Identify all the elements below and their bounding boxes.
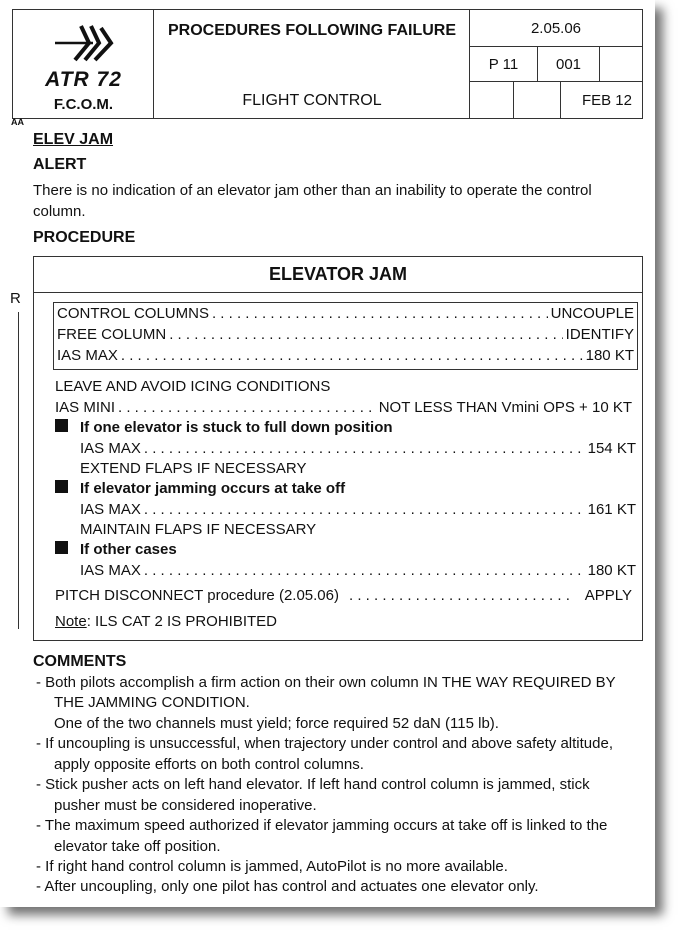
checklist-row bbox=[57, 305, 634, 322]
condition-text: If one elevator is stuck to full down position bbox=[80, 419, 393, 436]
checklist-action: APPLY bbox=[584, 587, 632, 604]
page-number: P 11 bbox=[470, 47, 538, 82]
note-label: Note bbox=[55, 613, 87, 630]
comment-line: apply opposite efforts on both control columns. bbox=[54, 756, 364, 773]
bullet-square-icon bbox=[55, 480, 68, 493]
checklist-row bbox=[80, 562, 636, 579]
procedure-title: ELEVATOR JAM bbox=[34, 257, 642, 293]
bullet-square-icon bbox=[55, 541, 68, 554]
checklist-row bbox=[57, 326, 634, 343]
logo-cell bbox=[13, 10, 154, 118]
checklist-item: IAS MINI bbox=[55, 399, 116, 416]
chapter-subtitle: FLIGHT CONTROL bbox=[242, 92, 382, 109]
comment-line: - The maximum speed authorized if elevator jamming occurs at take off is linked to the bbox=[36, 817, 608, 834]
header-empty-cell bbox=[514, 82, 561, 118]
comment-line: pusher must be considered inoperative. bbox=[54, 797, 317, 814]
section-title: ELEV JAM bbox=[33, 131, 114, 148]
fcom-label: F.C.O.M. bbox=[53, 96, 114, 113]
case-condition bbox=[55, 419, 393, 436]
procedure-box bbox=[33, 256, 643, 641]
header-empty-cell bbox=[470, 82, 514, 118]
checklist-row bbox=[80, 501, 636, 518]
memory-items-box bbox=[53, 302, 638, 370]
checklist-item: IAS MAX bbox=[80, 440, 141, 457]
checklist-row bbox=[55, 587, 632, 604]
checklist-item: IAS MAX bbox=[57, 347, 118, 364]
checklist-action: 180 KT bbox=[587, 562, 636, 579]
alert-text-line1: There is no indication of an elevator jam other than an inability to operate the control bbox=[33, 182, 592, 199]
checklist-action: 154 KT bbox=[587, 440, 636, 457]
note-text: : ILS CAT 2 IS PROHIBITED bbox=[86, 613, 278, 630]
procedure-note bbox=[55, 613, 277, 630]
checklist-item: FREE COLUMN bbox=[57, 326, 167, 343]
checklist-action: UNCOUPLE bbox=[550, 305, 634, 322]
checklist-action: IDENTIFY bbox=[565, 326, 634, 343]
alert-heading: ALERT bbox=[33, 156, 87, 173]
checklist-item: IAS MAX bbox=[80, 501, 141, 518]
checklist-action: NOT LESS THAN Vmini OPS + 10 KT bbox=[378, 399, 632, 416]
alert-text-line2: column. bbox=[33, 203, 86, 220]
comment-line: - After uncoupling, only one pilot has control and actuates one elevator only. bbox=[36, 878, 539, 895]
leave-icing-instruction bbox=[55, 378, 330, 395]
checklist-action: 161 KT bbox=[587, 501, 636, 518]
sequence-number: 001 bbox=[538, 47, 600, 82]
comment-line: - Stick pusher acts on left hand elevator. If left hand control column is jammed, stick bbox=[36, 776, 590, 793]
atr-arrows-logo-icon bbox=[53, 24, 117, 64]
checklist-row bbox=[80, 440, 636, 457]
checklist-item: IAS MAX bbox=[80, 562, 141, 579]
instruction-text: LEAVE AND AVOID ICING CONDITIONS bbox=[55, 378, 331, 395]
atr72-wordmark: ATR 72 bbox=[45, 68, 122, 91]
comment-line: THE JAMMING CONDITION. bbox=[54, 694, 250, 711]
checklist-action: 180 KT bbox=[585, 347, 634, 364]
checklist-row bbox=[55, 399, 632, 416]
note-text: MAINTAIN FLAPS IF NECESSARY bbox=[80, 521, 317, 538]
revision-date: FEB 12 bbox=[581, 91, 632, 109]
case-condition bbox=[55, 480, 345, 497]
chapter-title: PROCEDURES FOLLOWING FAILURE bbox=[168, 22, 456, 39]
case-note bbox=[80, 521, 316, 538]
comment-line: - If right hand control column is jammed, AutoPilot is no more available. bbox=[36, 858, 508, 875]
revision-mark: R bbox=[10, 290, 21, 307]
checklist-item: CONTROL COLUMNS bbox=[57, 305, 209, 322]
bullet-square-icon bbox=[55, 419, 68, 432]
header-empty-cell bbox=[600, 47, 642, 82]
condition-text: If other cases bbox=[80, 541, 177, 558]
revision-bar bbox=[18, 312, 19, 629]
effectivity-code: AA bbox=[11, 117, 24, 127]
case-condition bbox=[55, 541, 177, 558]
checklist-item: PITCH DISCONNECT procedure (2.05.06) bbox=[55, 587, 339, 604]
page-header bbox=[12, 9, 643, 119]
note-text: EXTEND FLAPS IF NECESSARY bbox=[80, 460, 307, 477]
case-note bbox=[80, 460, 306, 477]
comment-line: - If uncoupling is unsuccessful, when trajectory under control and above safety altitude, bbox=[36, 735, 613, 752]
checklist-row bbox=[57, 347, 634, 364]
comment-line: elevator take off position. bbox=[54, 838, 221, 855]
procedure-heading: PROCEDURE bbox=[33, 229, 136, 246]
comments-heading: COMMENTS bbox=[33, 653, 127, 670]
title-cell bbox=[154, 10, 470, 118]
comment-line: - Both pilots accomplish a firm action on their own column IN THE WAY REQUIRED BY bbox=[36, 674, 616, 691]
condition-text: If elevator jamming occurs at take off bbox=[80, 480, 346, 497]
section-number: 2.05.06 bbox=[470, 10, 642, 47]
comment-line: One of the two channels must yield; force required 52 daN (115 lb). bbox=[54, 715, 499, 732]
